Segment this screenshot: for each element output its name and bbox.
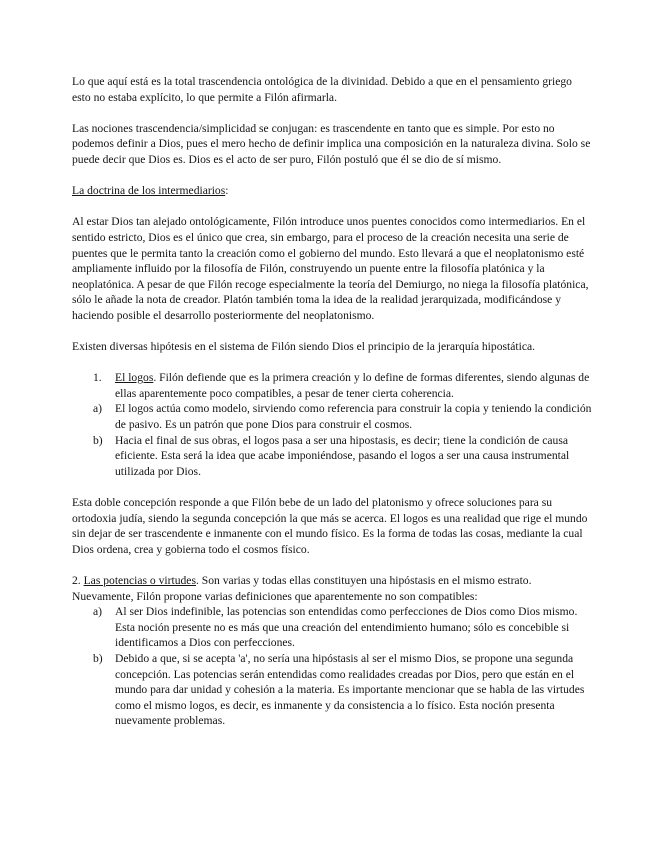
potencies-list	[72, 604, 593, 729]
list-item-logos-a	[72, 401, 593, 432]
potencies-lead-underlined: Las potencias o virtudes	[83, 574, 196, 587]
list-marker-b1: b)	[93, 433, 103, 447]
paragraph-transcendence: Lo que aquí está es la total trascendencia ontológica de la divinidad. Debido a que en el pensamiento griego esto no estaba explícito, lo que permite a Filón afirmarla.	[72, 75, 572, 104]
logos-lead-underlined: El logos	[115, 371, 154, 385]
list-item-logos	[72, 370, 593, 401]
list-item-logos-a-text: El logos actúa como modelo, sirviendo como referencia para construir la copia y teniendo la condición de pasivo. Es un patrón que pone Dios para construir el cosmos.	[115, 402, 592, 432]
list-item-potencies-a-text: Al ser Dios indefinible, las potencias son entendidas como perfecciones de Dios como Dios mismo. Esta noción presente no es más que una creación del entendimiento humano; sólo es concebible si identificamos a Dios con perfecciones.	[115, 605, 578, 650]
potencies-prefix: 2.	[72, 574, 84, 587]
list-marker-1: 1.	[93, 371, 102, 385]
section-heading-colon: :	[225, 184, 229, 198]
list-item-potencies-b-text: Debido a que, si se acepta 'a', no sería una hipóstasis al ser el mismo Dios, se propone una segunda concepción. Las potencias serán entendidas como realidades creadas por Dios, pero que están en el mundo para dar unidad y cohesión a la materia. Es importante mencionar que se habla de las virtudes como el mismo logos, es decir, es inmanente y da consistencia a lo físico. Esta noción presenta nuevamente problemas.	[115, 651, 585, 728]
list-item-logos-text	[115, 370, 593, 401]
paragraph-double-conception: Esta doble concepción responde a que Filón bebe de un lado del platonismo y ofrece soluciones para su ortodoxia judía, siendo la segunda concepción la que más se acerca. El logos es una realidad que rige el mundo sin dejar de ser trascendente e inmanente con el mundo físico. Es la forma de todas las cosas, mediante la cual Dios ordena, crea y gobierna todo el cosmos físico.	[72, 496, 588, 556]
paragraph-potencies	[72, 573, 593, 604]
paragraph-hypotheses: Existen diversas hipótesis en el sistema de Filón siendo Dios el principio de la jerarquía hipostática.	[72, 340, 536, 354]
list-item-potencies-b	[72, 651, 593, 729]
list-marker-a2: a)	[93, 605, 103, 619]
paragraph-bridges: Al estar Dios tan alejado ontológicamente, Filón introduce unos puentes conocidos como intermediarios. En el sentido estricto, Dios es el único que crea, sin embargo, para el proceso de la creación necesita una serie de puentes que le permita tanto la creación como el gobierno del mundo. Esto llevará a que el neoplatonismo esté ampliamente influido por la filosofía de Filón, construyendo un puente entre la filosofía platónica y la neoplatónica. A pesar de que Filón recoge especialmente la teoría del Demiurgo, no niega la filosofía platónica, sólo le añade la nota de creador. Platón también toma la idea de la realidad jerarquizada, modificándose y haciendo posible el desarrollo posteriormente del neoplatonismo.	[72, 215, 589, 322]
section-heading-intermediaries	[72, 183, 593, 199]
logos-lead-rest: . Filón defiende que es la primera creación y lo define de formas diferentes, siendo algunas de ellas aparentemente poco compatibles, a pesar de tener cierta coherencia.	[115, 371, 590, 400]
section-heading-text: La doctrina de los intermediarios	[72, 184, 226, 198]
paragraph-simplicity: Las nociones trascendencia/simplicidad se conjugan: es trascendente en tanto que es simple. Por esto no podemos definir a Dios, pues el mero hecho de definir implica una composición en la naturaleza divina. Solo se puede decir que Dios es. Dios es el acto de ser puro, Filón postuló que él se dio de sí mismo.	[72, 121, 591, 166]
list-marker-a1: a)	[93, 402, 103, 416]
list-item-logos-b	[72, 433, 593, 480]
potencies-rest: . Son varias y todas ellas constituyen una hipóstasis en el mismo estrato. Nuevamente, Filón propone varias definiciones que aparentemente no son compatibles:	[72, 574, 532, 603]
list-marker-b2: b)	[93, 651, 103, 665]
logos-list	[72, 370, 593, 479]
list-item-logos-b-text: Hacia el final de sus obras, el logos pasa a ser una hipostasis, es decir; tiene la condición de causa eficiente. Esta será la idea que acabe imponiéndose, pasando el logos a ser una causa instrumental utilizada por Dios.	[115, 433, 570, 478]
list-item-potencies-a	[72, 604, 593, 651]
